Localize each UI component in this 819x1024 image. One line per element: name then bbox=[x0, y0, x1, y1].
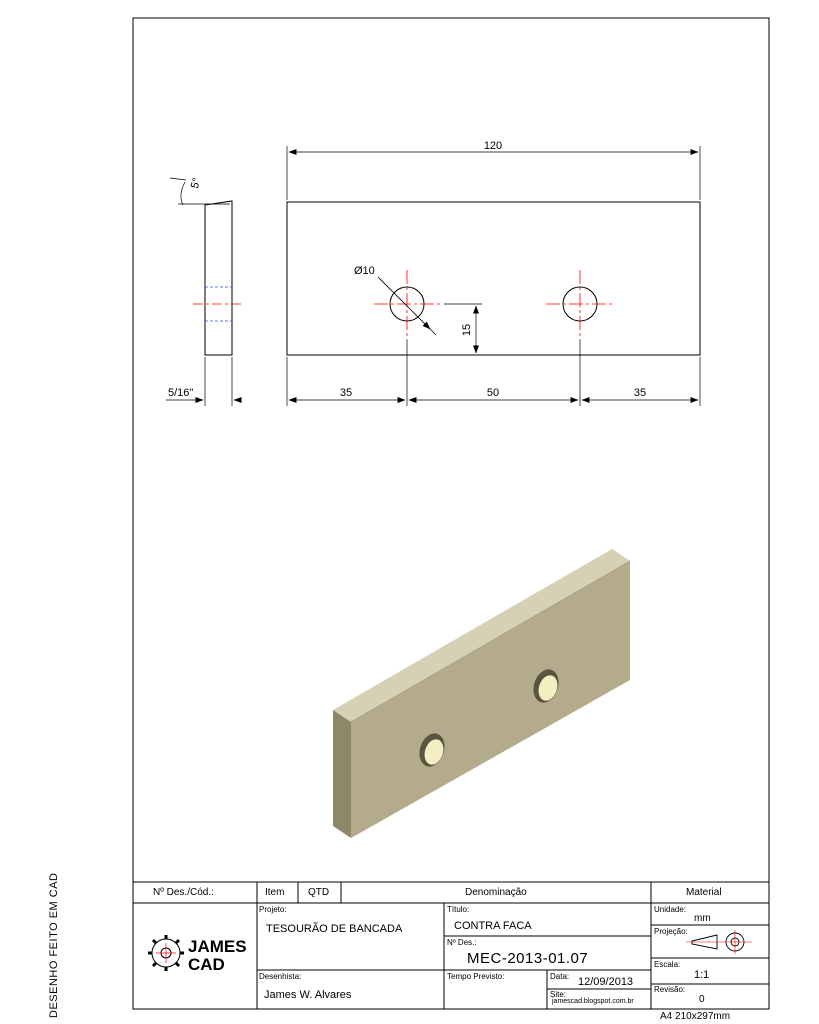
data-value: 12/09/2013 bbox=[578, 976, 634, 988]
diameter-leader-inner bbox=[424, 323, 436, 335]
side-label: DESENHO FEITO EM CAD bbox=[48, 872, 60, 1018]
unidade-label: Unidade: bbox=[654, 905, 687, 914]
logo-line2: CAD bbox=[188, 955, 225, 974]
site-label: Site: bbox=[550, 990, 567, 999]
header-qtd: QTD bbox=[308, 887, 330, 898]
header-denominacao: Denominação bbox=[465, 887, 527, 898]
dim-text-50: 50 bbox=[486, 387, 500, 399]
escala-value: 1:1 bbox=[694, 969, 710, 981]
dim-text-120: 120 bbox=[483, 140, 503, 152]
header-code: Nº Des./Cód.: bbox=[153, 887, 214, 898]
revisao-label: Revisão: bbox=[654, 985, 686, 994]
titulo-value: CONTRA FACA bbox=[454, 920, 532, 932]
front-view bbox=[287, 146, 700, 406]
header-material: Material bbox=[686, 887, 722, 898]
revisao-value: 0 bbox=[699, 994, 705, 1005]
tempo-label: Tempo Previsto: bbox=[447, 972, 505, 981]
logo-line1: JAMES bbox=[188, 937, 247, 956]
site-value: jamescad.blogspot.com.br bbox=[552, 998, 634, 1005]
dim-text-15: 15 bbox=[461, 323, 473, 337]
iso-side-face bbox=[333, 710, 351, 838]
angle-leader bbox=[170, 178, 186, 180]
dim-text-thickness: 5/16" bbox=[168, 387, 194, 399]
header-item: Item bbox=[265, 887, 285, 898]
projeto-value: TESOURÃO DE BANCADA bbox=[266, 923, 403, 935]
iso-front-face bbox=[351, 561, 630, 838]
dim-text-35-left: 35 bbox=[339, 387, 353, 399]
front-view-plate bbox=[287, 202, 700, 355]
projeto-label: Projeto: bbox=[259, 905, 287, 914]
sheet-format: A4 210x297mm bbox=[660, 1011, 731, 1022]
ndes-label: Nº Des.: bbox=[447, 938, 477, 947]
side-view-profile bbox=[205, 201, 232, 355]
data-label: Data: bbox=[550, 972, 570, 981]
projecao-label: Projeção: bbox=[654, 927, 688, 936]
angle-arc bbox=[181, 182, 185, 205]
projection-symbol-icon bbox=[686, 930, 752, 954]
sheet-border bbox=[133, 18, 769, 1009]
desenhista-value: James W. Alvares bbox=[264, 989, 352, 1001]
dim-text-diameter: Ø10 bbox=[354, 265, 375, 277]
desenhista-label: Desenhista: bbox=[259, 972, 302, 981]
dim-text-35-right: 35 bbox=[633, 387, 647, 399]
logo-gear-icon bbox=[148, 935, 184, 971]
escala-label: Escala: bbox=[654, 960, 681, 969]
dim-text-angle: 5° bbox=[188, 176, 204, 190]
isometric-view bbox=[333, 549, 630, 838]
titulo-label: Título: bbox=[447, 905, 470, 914]
ndes-value: MEC-2013-01.07 bbox=[467, 950, 589, 967]
unidade-value: mm bbox=[694, 913, 711, 924]
side-view bbox=[166, 178, 244, 406]
